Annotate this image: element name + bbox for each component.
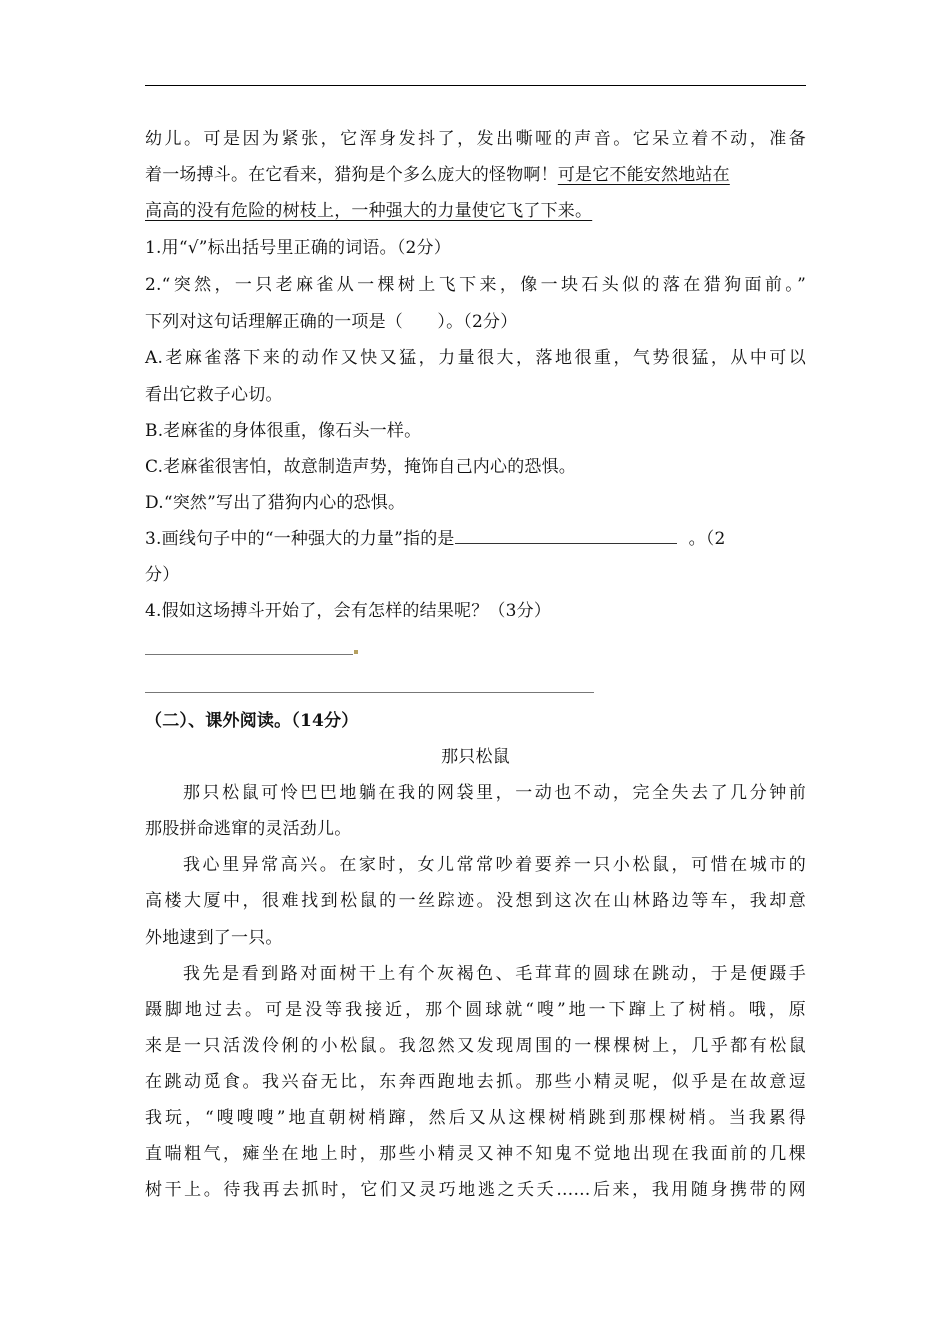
underlined-sentence: 可是它不能安然地站在 <box>557 165 730 185</box>
question-3-prefix: 3.画线句子中的“一种强大的力量”指的是 <box>145 529 455 549</box>
passage-line <box>145 163 806 187</box>
answer-blank[interactable] <box>455 527 677 544</box>
paragraph-line: 蹑脚地过去。可是没等我接近，那个圆球就“嗖”地一下蹿上了树梢。哦，原 <box>145 1000 806 1020</box>
passage-text: 着一场搏斗。在它看来，猎狗是个多么庞大的怪物啊！ <box>145 165 558 185</box>
passage-line: 幼儿。可是因为紧张，它浑身发抖了，发出嘶哑的声音。它呆立着不动，准备 <box>145 129 806 149</box>
paragraph-line: 外地逮到了一只。 <box>145 928 283 948</box>
paragraph-line: 树干上。待我再去抓时，它们又灵巧地逃之夭夭……后来，我用随身携带的网 <box>145 1180 806 1200</box>
stray-mark <box>354 650 358 654</box>
paragraph-line: 那股拼命逃窜的灵活劲儿。 <box>145 819 352 839</box>
question-3 <box>145 527 806 551</box>
header-rule <box>145 85 806 86</box>
answer-line[interactable] <box>145 692 594 693</box>
answer-line[interactable] <box>145 654 353 655</box>
option-d: D.“突然”写出了猎狗内心的恐惧。 <box>145 493 406 513</box>
option-c: C.老麻雀很害怕，故意制造声势，掩饰自己内心的恐惧。 <box>145 457 577 477</box>
paragraph-line: 在跳动觅食。我兴奋无比，东奔西跑地去抓。那些小精灵呢，似乎是在故意逗 <box>145 1072 806 1092</box>
paragraph-line: 高楼大厦中，很难找到松鼠的一丝踪迹。没想到这次在山林路边等车，我却意 <box>145 891 806 911</box>
passage-line <box>145 199 806 223</box>
section-heading: （二）、课外阅读。（14分） <box>145 711 359 731</box>
question-2-line2: 下列对这句话理解正确的一项是（ ）。（2分） <box>145 312 518 332</box>
paragraph-line: 来是一只活泼伶俐的小松鼠。我忽然又发现周围的一棵棵树上，几乎都有松鼠 <box>145 1036 806 1056</box>
paragraph-line: 直喘粗气，瘫坐在地上时，那些小精灵又神不知鬼不觉地出现在我面前的几棵 <box>145 1144 806 1164</box>
option-a-line2: 看出它救子心切。 <box>145 385 283 405</box>
paragraph-line: 我先是看到路对面树干上有个灰褐色、毛茸茸的圆球在跳动，于是便蹑手 <box>183 964 806 984</box>
question-4: 4.假如这场搏斗开始了，会有怎样的结果呢？（3分） <box>145 601 552 621</box>
option-a: A.老麻雀落下来的动作又快又猛，力量很大，落地很重，气势很猛，从中可以 <box>145 348 806 368</box>
paragraph-line: 那只松鼠可怜巴巴地躺在我的网袋里，一动也不动，完全失去了几分钟前 <box>183 783 806 803</box>
underlined-sentence: 高高的没有危险的树枝上，一种强大的力量使它飞了下来。 <box>145 201 593 221</box>
question-1: 1.用“√”标出括号里正确的词语。（2分） <box>145 238 451 258</box>
question-3-suffix: 。（2 <box>688 529 726 549</box>
question-3-line2: 分） <box>145 565 180 585</box>
paragraph-line: 我心里异常高兴。在家时，女儿常常吵着要养一只小松鼠，可惜在城市的 <box>183 855 806 875</box>
question-2: 2.“突然，一只老麻雀从一棵树上飞下来，像一块石头似的落在猎狗面前。” <box>145 275 806 295</box>
option-b: B.老麻雀的身体很重，像石头一样。 <box>145 421 422 441</box>
paragraph-line: 我玩，“嗖嗖嗖”地直朝树梢蹿，然后又从这棵树梢跳到那棵树梢。当我累得 <box>145 1108 806 1128</box>
article-title: 那只松鼠 <box>441 747 510 767</box>
